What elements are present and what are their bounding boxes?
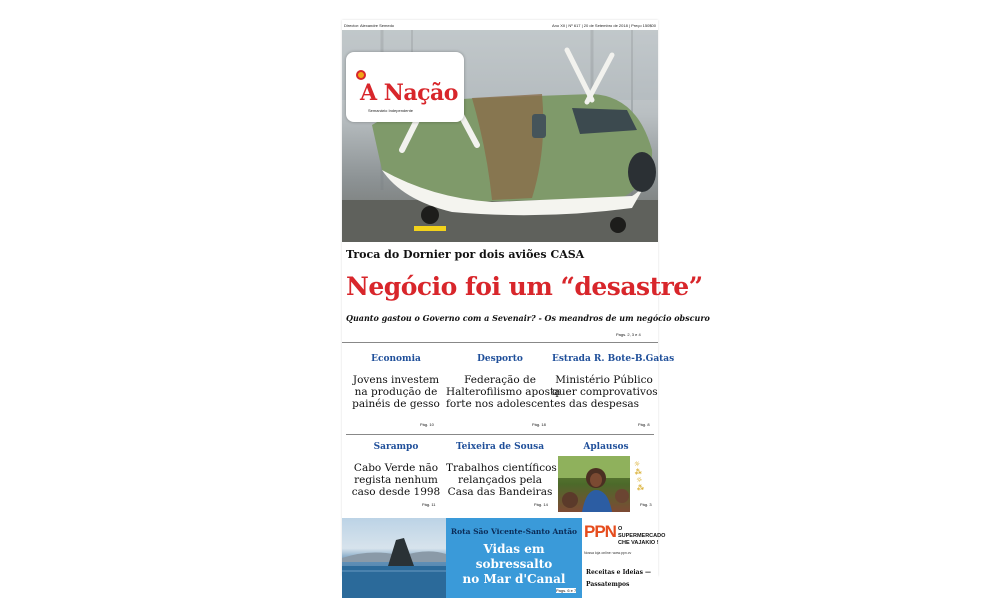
bottom-title: Vidas em sobressalto no Mar d'Canal [462,542,566,586]
sea-rock-illustration [342,518,446,598]
section-divider [346,434,654,435]
lead-photo-airplane [342,30,658,242]
story-economia[interactable] [344,354,448,410]
issue-info: Ano XII | Nº 617 | 20 de Setembro de 2018 | Preço 150$00 [552,22,656,28]
applause-decoration: ☼ ⁂ ☼ ⁂ [633,458,645,493]
story-category: Estrada R. Bote-B.Gatas [552,354,675,364]
lead-headline: Negócio foi um “desastre” [346,272,703,301]
lead-page-ref: Pags. 2, 3 e 4 [616,332,641,337]
ad-small-print: Nossa loja online: www.ppn.cv [584,551,632,555]
ppn-logo: PPN [584,522,616,541]
lead-subhead: Quanto gastou o Governo com a Sevenair? - Os meandros de um negócio obscuro [346,313,710,323]
story-sarampo[interactable] [344,442,448,498]
story-title: Jovens investem na produção de painéis de gesso [352,374,440,410]
story-title: Ministério Público quer comprovativos das despesas [552,374,658,410]
story-page-ref: Pág. 10 [420,422,434,427]
section-divider [342,342,658,343]
advertisement-ppn[interactable] [582,518,666,561]
story-category: Desporto [477,354,523,364]
story-category: Aplausos [583,442,629,452]
bottom-sea-photo [342,518,446,598]
story-page-ref: Pág. 3 [640,502,652,507]
story-page-ref: Pág. 18 [532,422,546,427]
story-title: Federação de Halterofilismo aposta forte nos adolescentes [446,374,566,410]
bottom-page-ref: Pags. 6 e 7 [556,588,577,593]
story-estrada[interactable] [552,354,675,410]
story-desporto[interactable] [446,354,566,410]
person-photo-illustration [558,456,630,512]
story-title: Trabalhos científicos relançados pela Casa das Bandeiras [446,462,557,498]
newspaper-front-page [342,20,710,593]
bottom-kicker: Rota São Vicente-Santo Antão [450,527,578,536]
story-category: Teixeira de Sousa [455,442,545,452]
story-page-ref: Pág. 8 [638,422,650,427]
story-title: Cabo Verde não regista nenhum caso desde 1998 [351,462,441,498]
teaser-box[interactable] [582,560,658,598]
teaser-text: Receitas e Ideias — Passatempos [586,569,652,588]
masthead-tagline: Semanário Independente [368,108,413,113]
lead-kicker: Troca do Dornier por dois aviões CASA [346,248,585,261]
top-info-line [342,20,658,30]
sun-icon [356,70,366,80]
masthead [346,52,464,122]
story-category: Economia [371,354,421,364]
director-line: Director: Alexandre Semedo [344,22,395,28]
newspaper-logo: A Nação [360,80,458,106]
story-page-ref: Pág. 14 [534,502,548,507]
story-teixeira[interactable] [446,442,557,498]
bottom-promo-panel[interactable] [446,518,582,598]
story-category: Sarampo [373,442,419,452]
aplausos-photo [558,456,630,512]
ad-text: O SUPERMERCADO CHE VAJAKIO ! [618,526,666,546]
story-page-ref: Pág. 11 [422,502,436,507]
